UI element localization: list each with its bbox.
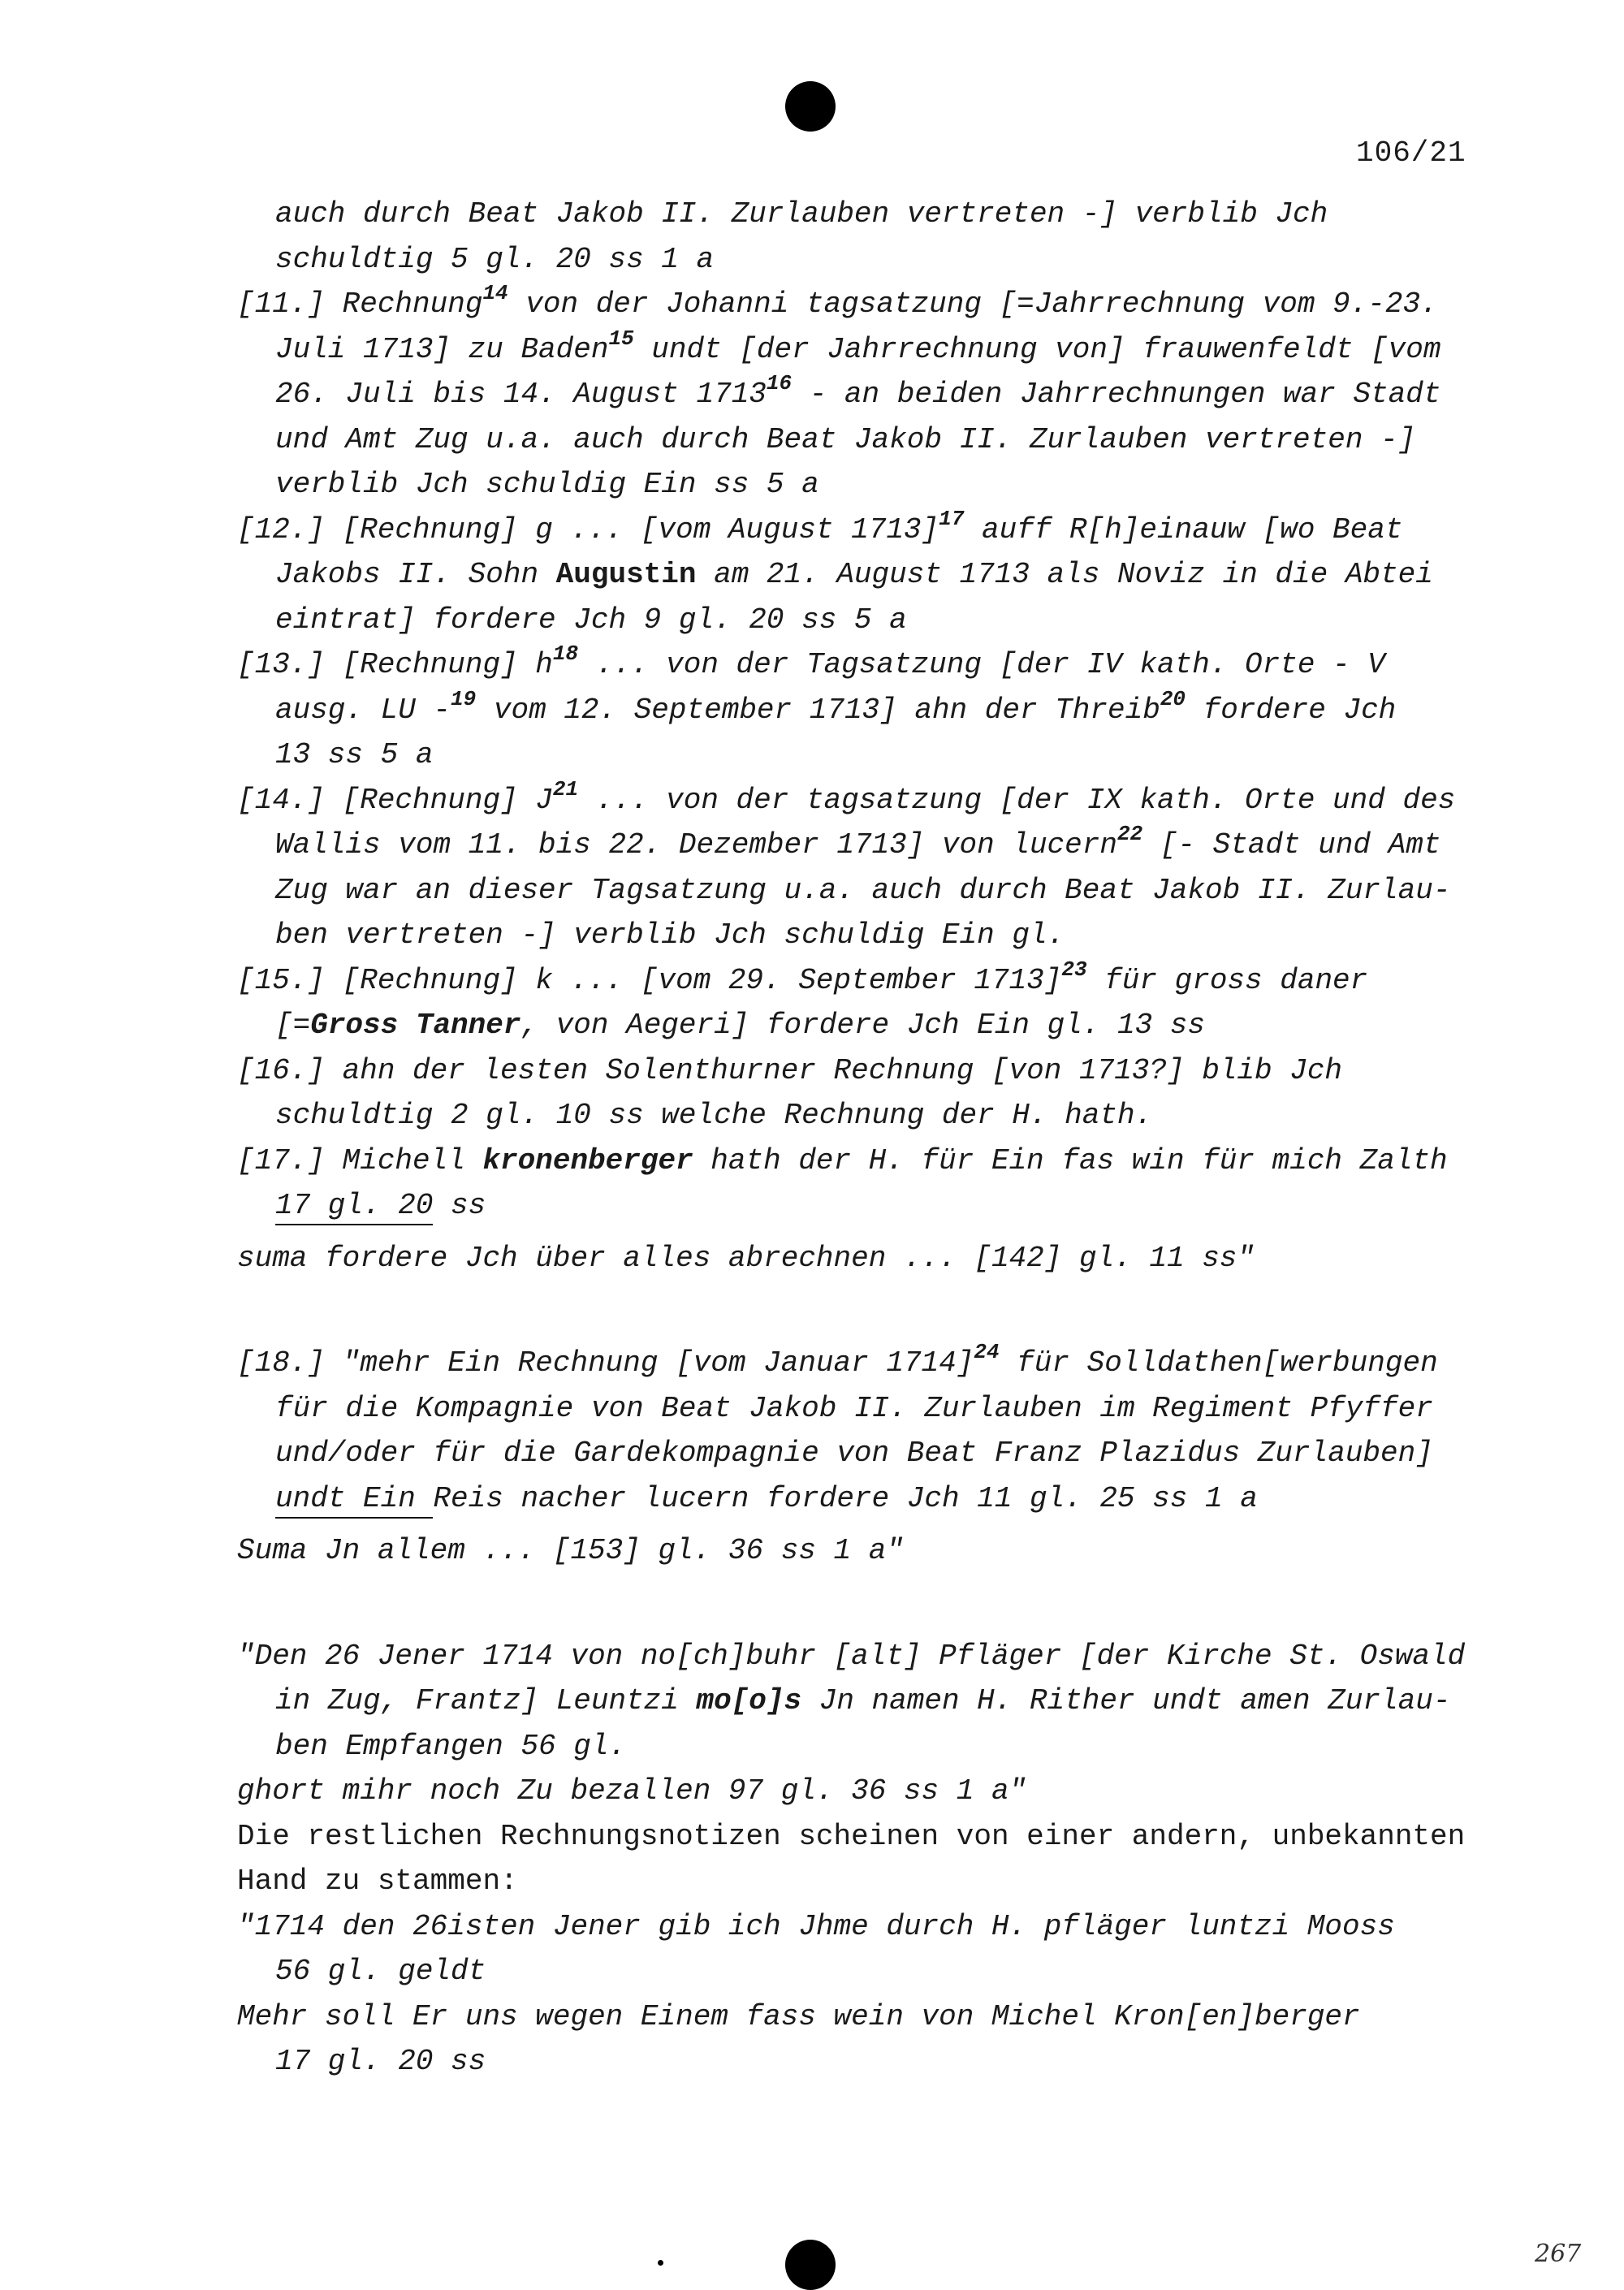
underlined-amount: 17 gl. 20	[275, 1189, 433, 1225]
text-line: schuldtig 5 gl. 20 ss 1 a	[275, 242, 715, 276]
text-line: 56 gl. geldt	[275, 1955, 486, 1988]
text-line: ben Empfangen 56 gl.	[275, 1729, 627, 1763]
text-line: Mehr soll Er uns wegen Einem fass wein von Michel Kron[en]berger	[237, 1999, 1360, 2033]
text-line: 13 ss 5 a	[275, 738, 434, 771]
entry-16: [16.] ahn der lesten Solenthurner Rechnung [von 1713?] blib Jch	[237, 1053, 1343, 1087]
entry-13: [13.] [Rechnung] $h^{18}$ ... von der Tagsatzung [der IV kath. Orte - V	[237, 642, 1385, 681]
text-line: und Amt Zug u.a. auch durch Beat Jakob II. Zurlauben vertreten -]	[275, 422, 1416, 456]
text-line: ausg. LU -$^{19}$ vom 12. September 1713] ahn der Threib$^{20}$ fordere Jch	[275, 686, 1397, 727]
text-line: Jakobs II. Sohn Augustin am 21. August 1713 als Noviz in die Abtei	[275, 558, 1433, 591]
text-line: [=Gross Tanner, von Aegeri] fordere Jch Ein gl. 13 ss	[275, 1009, 1206, 1042]
entry-11: [11.] Rechnung$^{14}$ von der Johanni tagsatzung [=Jahrrechnung vom 9.-23.	[237, 281, 1438, 321]
entry-18: [18.] "mehr Ein Rechnung [vom Januar 1714]$^{24}$ für Solldathen[werbungen	[237, 1340, 1438, 1380]
text-line: 17 gl. 20 ss	[237, 1183, 1504, 1229]
document-body	[237, 192, 1504, 2085]
text-line: Zug war an dieser Tagsatzung u.a. auch durch Beat Jakob II. Zurlau-	[275, 873, 1451, 907]
text-line: verblib Jch schuldig Ein ss 5 a	[275, 468, 819, 501]
bold-name: Augustin	[555, 558, 697, 591]
text-line: "1714 den 26isten Jener gib ich Jhme durch H. pfläger luntzi Mooss	[237, 1909, 1395, 1943]
footnote-ref: 24	[974, 1340, 1000, 1364]
footnote-ref: 19	[451, 686, 477, 711]
bold-name: mo[o]s	[696, 1684, 802, 1718]
text-line: schuldtig 2 gl. 10 ss welche Rechnung der H. hath.	[275, 1099, 1153, 1132]
text-line: Wallis vom 11. bis 22. Dezember 1713] von lucern$^{22}$ [- Stadt und Amt	[275, 822, 1441, 862]
ink-dot	[658, 2260, 663, 2266]
receipt-line: "Den 26 Jener 1714 von no[ch]buhr [alt] Pfläger [der Kirche St. Oswald	[237, 1639, 1466, 1673]
text-line: ben vertreten -] verblib Jch schuldig Ein gl.	[275, 918, 1065, 952]
punch-hole-top	[785, 81, 836, 132]
underlined-text: undt Ein	[275, 1482, 433, 1519]
page-number: 106/21	[1356, 136, 1466, 170]
footnote-ref: 20	[1160, 686, 1186, 711]
footnote-ref: 22	[1116, 822, 1143, 846]
footnote-ref: 15	[608, 326, 634, 351]
text-line: Juli 1713] zu Baden$^{15}$ undt [der Jahrrechnung von] frauwenfeldt [vom	[275, 326, 1441, 366]
text-line: und/oder für die Gardekompagnie von Beat Franz Plazidus Zurlauben]	[275, 1437, 1433, 1470]
punch-hole-bottom	[785, 2240, 836, 2290]
text-line: für die Kompagnie von Beat Jakob II. Zurlauben im Regiment Pfyffer	[275, 1391, 1433, 1425]
footnote-ref: 14	[482, 281, 508, 305]
text-line: auch durch Beat Jakob II. Zurlauben vertreten -] verblib Jch	[275, 197, 1328, 231]
footnote-ref: 21	[552, 776, 579, 802]
folio-mark: 267	[1535, 2240, 1582, 2268]
editorial-note: Hand zu stammen:	[237, 1864, 518, 1898]
text-line: ghort mihr noch Zu bezallen 97 gl. 36 ss 1 a"	[237, 1774, 1027, 1808]
footnote-ref: 23	[1061, 957, 1087, 982]
text-line: 17 gl. 20 ss	[275, 2045, 486, 2078]
entry-15: [15.] [Rechnung] k ... [vom 29. September 1713]$^{23}$ für gross daner	[237, 957, 1368, 997]
editorial-note: Die restlichen Rechnungsnotizen scheinen von einer andern, unbekannten	[237, 1819, 1466, 1853]
text-line: 26. Juli bis 14. August 1713$^{16}$ - an beiden Jahrrechnungen war Stadt	[275, 371, 1441, 411]
footnote-ref: 18	[552, 642, 579, 666]
entry-14: [14.] [Rechnung] $J^{21}$ ... von der tagsatzung [der IX kath. Orte und des	[237, 776, 1456, 817]
text-line: in Zug, Frantz] Leuntzi mo[o]s Jn namen H. Rither undt amen Zurlau-	[275, 1684, 1451, 1718]
text-line: eintrat] fordere Jch 9 gl. 20 ss 5 a	[275, 603, 907, 637]
entry-12: [12.] [Rechnung] g ... [vom August 1713]$^{17}$ auff R[h]einauw [wo Beat	[237, 506, 1403, 547]
text-line: undt Ein Reis nacher lucern fordere Jch 11 gl. 25 ss 1 a	[237, 1476, 1504, 1522]
sum-line: Suma Jn allem ... [153] gl. 36 ss 1 a"	[237, 1534, 904, 1567]
sum-line: suma fordere Jch über alles abrechnen ... [142] gl. 11 ss"	[237, 1241, 1255, 1275]
bold-name: Gross Tanner	[310, 1009, 521, 1042]
footnote-ref: 16	[766, 371, 793, 395]
entry-17: [17.] Michell kronenberger hath der H. für Ein fas win für mich Zalth	[237, 1143, 1448, 1177]
footnote-ref: 17	[939, 506, 965, 531]
bold-name: kronenberger	[482, 1143, 693, 1177]
